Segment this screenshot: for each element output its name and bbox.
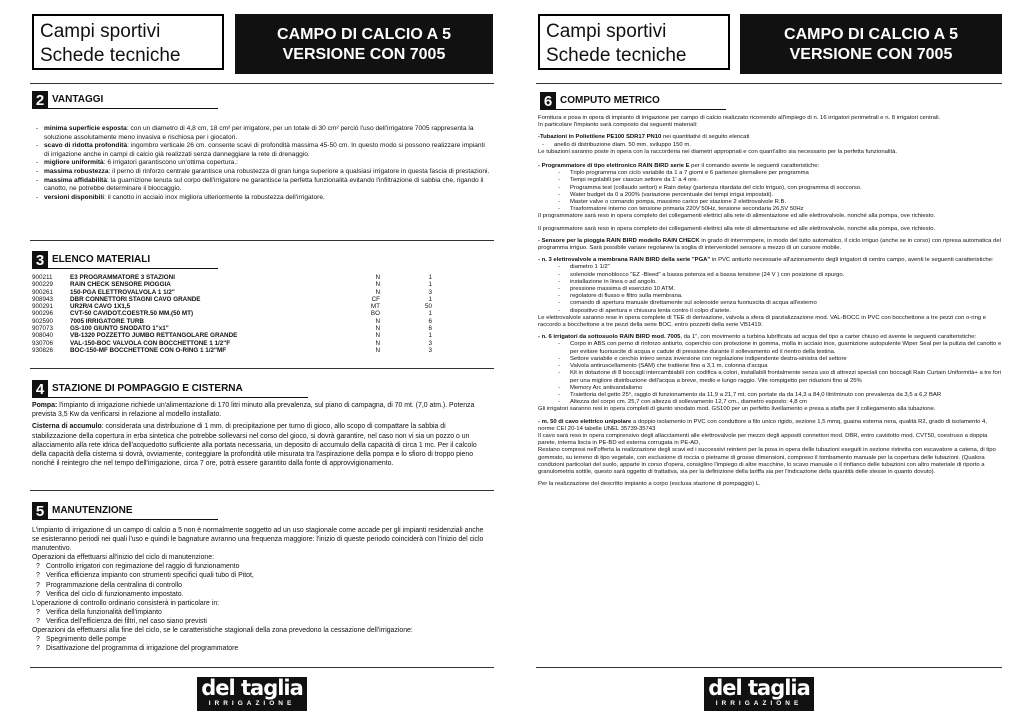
header-category-line2: Schede tecniche (546, 45, 687, 66)
list-item: - Corpo in ABS con perno di rinforzo antiurto, coperchio con protezione in gomma, molla in acciaio inox, guarnizione autopulente Wiper Seal per la pulizia del canotto e per evitare fuoriuscite di acqua e cadute di pressione durante il sollevamento ed il rientro della testina. (558, 341, 1002, 355)
elettrovalvole-paragraph: - n. 3 elettrovalvole a membrana RAIN BIRD della serie "PGA" in PVC antiurto necessarie all'azionamento degli irrigatori di centro campo, aventi le seguenti caratteristiche: (538, 257, 994, 264)
divider (536, 83, 1002, 84)
table-cell-desc: UR2R/4 CAVO 1X1,5 (70, 303, 131, 311)
table-cell-desc: E3 PROGRAMMATORE 3 STAZIONI (70, 274, 175, 281)
section-title: MANUTENZIONE (48, 502, 218, 520)
irrigatori-paragraph: - n. 6 irrigatori da sottosuolo RAIN BIRD mod. 7005, da 1", con movimento a turbina lubrificata ad acqua del tipo a carter chiuso ed avente le seguenti caratteristiche: (538, 334, 977, 341)
list-item: ? Verifica della funzionalità dell'impianto (36, 608, 490, 617)
table-cell-desc: VB-1320 POZZETTO JUMBO RETTANGOLARE GRANDE (70, 332, 238, 340)
table-row (32, 340, 432, 347)
divider (30, 667, 494, 668)
table-cell-desc: CVT-50 CAVIDOT.COESTR.50 MM.(50 MT) (70, 310, 194, 318)
right-page (512, 0, 1024, 724)
section-number: 6 (540, 92, 556, 110)
table-cell-unit: CF (371, 295, 380, 303)
list-item: - pressione massima di esercizio 10 ATM. (558, 286, 1002, 293)
list-item: - minima superficie esposta: con un diametro di 4,8 cm, 18 cm² per irrigatore, per un totale di 30 cm² perciò l'uso dell'irrigatore 7005 rappresenta la soluzione assolutamente meno invasiva e rischiosa per i giocatori. (34, 125, 490, 142)
list-item: - dispositivo di apertura e chiusura lenta contro il colpo d'ariete. (558, 308, 1002, 315)
table-cell-qty: 1 (428, 295, 432, 303)
section-header-pompaggio (32, 380, 308, 398)
manutenzione-text: L'impianto di irrigazione di un campo di calcio a 5 non è normalmente soggetto ad un uso stagionale come accade per gli impianti residenziali anche se esisteranno periodi nei quali l'uso e quindi le bagnature avranno una frequenza maggiore: l'inizio di queste periodo coinciderà con l'inizio del ciclo manutentivo. Operazioni da effettuarsi all'inizio del ciclo di manutenzione: ? Controllo irrigatori con regimazione del raggio di funzionamento ? Verifica efficienza impianto con strumenti specifici quali tubo di Pitot, ? Programmazione della centralina di controllo ? Verifica del ciclo di funzionamento impostato. L'operazione di controllo ordinario consisterà in particolare in: ? Verifica della funzionalità dell'impianto ? Verifica dell'efficienza dei filtri, nel caso siano previsti Operazioni da effettuarsi alla fine del ciclo, se le caratteristiche stagionali della zona prevedono la cessazione dell'irrigazione: ? Spegnimento delle pompe ? Disattivazione del programma di irrigazione del programmatore (32, 526, 490, 653)
table-cell-code: 900261 (32, 288, 54, 296)
table-cell-code: 908943 (32, 295, 54, 303)
list-item: ? Verifica dell'efficienza dei filtri, nel caso siano previsti (36, 617, 490, 626)
section-header-computo (540, 92, 726, 110)
list-item: - Master valve o comando pompa, massimo carico per stazione 2 elettrovalvole R.B. (558, 199, 1002, 206)
list-item: - diametro 1 1/2" (558, 264, 1002, 271)
computo-text: Fornitura e posa in opera di impianto di irrigazione per campo di calcio realizzato ricorrendo all'impiego di n. 16 irrigatori perimetrali e n. 8 irrigatori centrali. In particolare l'impianto sarà composto dai seguenti materiali: -Tubazioni in Polietilene PE100 SDR17 PN10 nei quantitativi di seguito elencati - anello di distribuzione diam. 50 mm. sviluppo 150 m. Le tubazioni saranno poste in opera con la raccorderia nei diametri appropriati e con quant'altro sia necessario per la perfetta funzionalità. - Programmatore di tipo elettronico RAIN BIRD serie E per il comando avente le seguenti caratteristiche: - Triplo programma con ciclo variabile da 1 a 7 giorni e 6 partenze giornaliere per programma - Tempi regolabili per ciascun settore da 1' a 4 ore. - Programma test (collaudo settori) e Rain delay (partenza ritardata del ciclo irriguo), con programma di soccorso. - Water budget da 0 a 200% (variazione percentuale dei tempi irrigui impostati). - Master valve o comando pompa, massimo carico per stazione 2 elettrovalvole R.B. - Trasformatore interno con tensione primaria 220V 50Hz, tensione secondaria 26,5V 50Hz Il programmatore sarà reso in opera completo dei collegamenti elettrici alla rete di alimentazione ed alle elettrovalvole, nonché alla pompa, ove richiesto. Il programmatore sarà reso in opera completo dei collegamenti elettrici alla rete di alimentazione ed alle elettrovalvole, nonché alla pompa, ove richiesto. - Sensore per la pioggia RAIN BIRD modello RAIN CHECK in grado di interrompere, in modo del tutto automatico, il ciclo irriguo (anche se in corso) con ripresa automatica del programma irriguo. Sarà possibile variare regolarew la soglia di interventodel sensore a mezzo di un cursore mobile. - n. 3 elettrovalvole a membrana RAIN BIRD della serie "PGA" in PVC antiurto necessarie all'azionamento degli irrigatori di centro campo, aventi le seguenti caratteristiche: - diametro 1 1/2" - solenoide monoblocco "EZ -Bleed" a bassa potenza ed a bassa tensione (24 V ) con posizione di spurgo. - installazione in linea o ad angolo. - pressione massima di esercizio 10 ATM. - regolatore di flusso e filtro sulla membrana. - comando di apertura manuale direttamente sul solenoide senza fuoriuscita di acqua all'esterno - dispositivo di apertura e chiusura lenta contro il colpo d'ariete. Le elettrovalvole saranno rese in opera complete di TEE di derivazione, valvola a sfera di parzializzazione mod. VAL-BOCC in PVC con bocchettone a tre pezzi con o-ring e raccordo a bocchettone a tre pezzi della serie BOC. entro pozzetti della serie VB1419. - n. 6 irrigatori da sottosuolo RAIN BIRD mod. 7005, da 1", con movimento a turbina lubrificata ad acqua del tipo a carter chiuso ed avente le seguenti caratteristiche: - Corpo in ABS con perno di rinforzo antiurto, coperchio con protezione in gomma, molla in acciaio inox, guarnizione autopulente Wiper Seal per la pulizia del canotto e per evitare fuoriuscite di acqua e cadute di pressione durante il sollevamento ed il rientro della testina. - Settore variabile e cerchio intero senza inversione con regolazione indipendente destra-sinistra del settore - Valvola antiruscellamento (SAM) che trattiene fino a 3,1 m. colonna d'acqua - Kit in dotazione di 8 boccagli intercambiabili con codifica a colori, installabili frontalmente senza uso di attrezzi speciali con boccagli Rain Curtain Uniformità+ a tre fori per una migliore distribuzione dell'acqua a breve, medio e lungo raggio. Vite rompigetto per riduzioni fino al 25% - Memory Arc antivandalismo - Traiettoria del getto 25°, raggio di funzionamento da 11,9 a 21,7 mt. con portate da da 14,3 a 84,0 litri/minuto con prevalenza da 3,5 a 6,2 BAR - Altezza del corpo cm. 25,7 con altezza di sollevamento 12,7 cm., diametro esposto: 4,8 cm Gli irrigatori saranno resi in opera completi di giunto snodato mod. GS100 per un perfetto livellamento e presa a staffa per il collegamento alla tubazione. - m. 50 di cavo elettrico unipolare a doppio isolamento in PVC con conduttore a filo unico rigido, sezione 1,5 mmq, guaina esterna nera, qualità R2, grado di isolamento 4, norme CEI 20-14 tabelle UNEL 35739-35743 Il cavo sarà reso in opera comprensivo degli allacciamenti alle elettrovalvole per mezzo degli appositi connettori mod. DBR, entro cavidotto mod. CVT50, coestruso a doppia parete, interna liscia in PE-BD ed esterna corrugata in PE-AD, Restano compresi nell'offerta la realizzazione degli scavi ed i successivi reinterri per la posa in opera delle tubazioni eseguiti in sezione ristretta con escavatore a catena, di tipo gommato, su terreno di tipo vegetale, con esclusione di roccia o pietrame di grosse dimensioni, compreso il tombamento manuale per la copertura delle tubazioni. (Qualora condizioni particolari del suolo, apparte in corso d'opera, consiglino l'impiego di altre macchine, lo scavo manuale o il rinfianco delle tubazioni con altro materiale di riporto a granulometria sottile, questo sarà oggetto di trattativa, sia per la definizione della tariffa sia per l'indicazione della quantità delle stesse in quanto dovuto). Per la realizzazione del descritto impianto a corpo (esclusa stazione di pompaggio) L. (538, 115, 1002, 488)
table-cell-unit: N (375, 274, 380, 281)
table-cell-qty: 3 (428, 346, 432, 354)
divider (30, 368, 494, 369)
divider (30, 83, 494, 84)
table-cell-qty: 1 (428, 281, 432, 289)
list-item: - Water budget da 0 a 200% (variazione percentuale dei tempi irrigui impostati). (558, 192, 1002, 199)
table-cell-unit: N (375, 281, 380, 289)
list-item: ? Verifica del ciclo di funzionamento impostato. (36, 590, 490, 599)
section-number: 3 (32, 251, 48, 269)
header-category-line1: Campi sportivi (546, 21, 667, 42)
table-cell-code: 900296 (32, 310, 54, 318)
table-cell-desc: VAL-150-BOC VALVOLA CON BOCCHETTONE 1 1/2"F (70, 339, 231, 347)
list-item: - Memory Arc antivandalismo (558, 385, 1002, 392)
list-item: ? Programmazione della centralina di controllo (36, 581, 490, 590)
list-item: - massima affidabilità: la guarnizione tenuta sul corpo dell'irrigatore ne garantisce la perfetta funzionalità evitando l'infiltrazione di sabbia che, rigando il canotto, ne potrebbe determinare il bloccaggio. (34, 177, 490, 194)
list-item: - Valvola antiruscellamento (SAM) che trattiene fino a 3,1 m. colonna d'acqua (558, 363, 1002, 370)
list-item: - Traiettoria del getto 25°, raggio di funzionamento da 11,9 a 21,7 mt. con portate da da 14,3 a 84,0 litri/minuto con prevalenza da 3,5 a 6,2 BAR (558, 392, 1002, 399)
table-cell-qty: 6 (428, 317, 432, 325)
section-header-manutenzione (32, 502, 218, 520)
list-item: - solenoide monoblocco "EZ -Bleed" a bassa potenza ed a bassa tensione (24 V ) con posizione di spurgo. (558, 272, 1002, 279)
cavo-paragraph: - m. 50 di cavo elettrico unipolare a doppio isolamento in PVC con conduttore a filo unico rigido, sezione 1,5 mmq, guaina esterna nera, qualità R2, grado di isolamento 4, norme CEI 20-14 tabelle UNEL 35739-35743 (538, 418, 987, 432)
divider (30, 490, 494, 491)
table-row (32, 318, 432, 325)
table-row (32, 289, 432, 296)
divider (536, 667, 1002, 668)
programmatore-paragraph: - Programmatore di tipo elettronico RAIN BIRD serie E per il comando avente le seguenti caratteristiche: (538, 163, 820, 170)
section-title: VANTAGGI (48, 91, 218, 109)
table-row (32, 325, 432, 332)
vantaggi-list (34, 125, 490, 202)
table-row (32, 332, 432, 339)
table-row (32, 303, 432, 310)
list-item: - Altezza del corpo cm. 25,7 con altezza di sollevamento 12,7 cm., diametro esposto: 4,8 cm (558, 399, 1002, 406)
table-row (32, 281, 432, 288)
table-cell-code: 930706 (32, 339, 54, 347)
list-item: - Trasformatore interno con tensione primaria 220V 50Hz, tensione secondaria 26,5V 50Hz (558, 206, 1002, 213)
sensore-paragraph: - Sensore per la pioggia RAIN BIRD modello RAIN CHECK in grado di interrompere, in modo del tutto automatico, il ciclo irriguo (anche se in corso) con ripresa automatica del programma irriguo. Sarà possibile variare regolarew la soglia di interventodel sensore a mezzo di un cursore mobile. (538, 237, 1001, 252)
table-cell-qty: 50 (424, 303, 432, 311)
list-item: - Kit in dotazione di 8 boccagli intercambiabili con codifica a colori, installabili frontalmente senza uso di attrezzi speciali con boccagli Rain Curtain Uniformità+ a tre fori per una migliore distribuzione dell'acqua a breve, medio e lungo raggio. Vite rompigetto per riduzioni fino al 25% (558, 370, 1002, 384)
table-cell-unit: BO (370, 310, 380, 318)
table-cell-code: 900291 (32, 303, 54, 311)
list-item: ? Verifica efficienza impianto con strumenti specifici quali tubo di Pitot, (36, 571, 490, 580)
list-item: - versioni disponibili: il canotto in acciaio inox migliora ulteriormente la robustezza dell'irrigatore. (34, 194, 490, 203)
table-cell-desc: 150-PGA ELETTROVALVOLA 1 1/2" (70, 288, 175, 296)
table-cell-qty: 3 (428, 288, 432, 296)
materials-table (32, 274, 432, 354)
table-cell-code: 908040 (32, 332, 54, 340)
table-cell-desc: GS-100 GIUNTO SNODATO 1"x1" (70, 325, 169, 333)
table-cell-unit: N (375, 317, 380, 325)
table-cell-code: 900229 (32, 281, 54, 289)
table-cell-desc: BOC-150-MF BOCCHETTONE CON O-RING 1 1/2"MF (70, 346, 227, 354)
section-title: COMPUTO METRICO (556, 92, 726, 110)
pompaggio-text (32, 401, 490, 468)
table-cell-qty: 6 (428, 325, 432, 333)
cisterna-paragraph: Cisterna di accumulo: considerata una distribuzione di 1 mm. di precipitazione per turno di gioco, allo scopo di compattare la sabbia di stabilizzazione della copertura in erba sintetica che potrebbe sollevarsi nel corso del gioco, si dovrà garantire, nel caso non vi sia un pozzo o un allacciamento alla rete idrica dell'acquedotto sufficiente alla portata necessaria, un deposito di accumulo della capacità di circa 1 mc. Per il calcolo della capacità della cisterna si dovrà, ovviamente, conteggiare la profondità utile misurata tra l'aspirazione della pompa e lo sfioro di troppo pieno nonché il reintegro che nel tempo dell'irrigazione, circa 7 ore, potrà essere garantito dalla fonte di approvvigionamento. (32, 423, 477, 468)
header-title-box (740, 14, 1002, 74)
table-row (32, 347, 432, 354)
section-number: 5 (32, 502, 48, 520)
table-cell-qty: 1 (428, 310, 432, 318)
table-cell-code: 902590 (32, 317, 54, 325)
header-title-box (235, 14, 493, 74)
table-cell-unit: N (375, 288, 380, 296)
deltaglia-logo: del taglia IRRIGAZIONE (197, 677, 307, 711)
list-item: - migliore uniformità: 6 irrigatori garantiscono un'ottima copertura.: (34, 159, 490, 168)
deltaglia-logo: del taglia IRRIGAZIONE (704, 677, 814, 711)
table-cell-desc: RAIN CHECK SENSORE PIOGGIA (70, 281, 171, 289)
table-cell-code: 930826 (32, 346, 54, 354)
header-category-line2: Schede tecniche (40, 45, 181, 66)
table-cell-unit: MT (370, 303, 380, 311)
section-title: ELENCO MATERIALI (48, 251, 218, 269)
list-item: ? Controllo irrigatori con regimazione del raggio di funzionamento (36, 562, 490, 571)
divider (30, 240, 494, 241)
table-cell-unit: N (375, 332, 380, 340)
table-row (32, 310, 432, 317)
list-item: - Settore variabile e cerchio intero senza inversione con regolazione indipendente destra-sinistra del settore (558, 356, 1002, 363)
section-header-vantaggi (32, 91, 218, 109)
header-category-box (32, 14, 224, 70)
table-cell-qty: 3 (428, 339, 432, 347)
table-cell-unit: N (375, 325, 380, 333)
section-title: STAZIONE DI POMPAGGIO E CISTERNA (48, 380, 308, 398)
header-title-line1: CAMPO DI CALCIO A 5 (784, 26, 958, 43)
section-header-materiali (32, 251, 218, 269)
table-cell-desc: 7005 IRRIGATORE TURB (70, 317, 144, 325)
list-item: - Triplo programma con ciclo variabile da 1 a 7 giorni e 6 partenze giornaliere per programma (558, 170, 1002, 177)
table-cell-qty: 1 (428, 274, 432, 281)
list-item: - massima robustezza: il perno di rinforzo centrale garantisce una robustezza di gran lunga superiore a qualsiasi irrigatore in questa fascia di prestazioni. (34, 168, 490, 177)
list-item: - scavo di ridotta profondità: ingombro verticale 26 cm. consente scavi di profondità massima 45-50 cm. In questo modo si possono realizzare impianti di irrigazione anche in campi di calcio già realizzati senza danneggiare la rete di drenaggio. (34, 142, 490, 159)
list-item: ? Disattivazione del programma di irrigazione del programmatore (36, 644, 490, 653)
section-number: 2 (32, 91, 48, 109)
table-cell-code: 907073 (32, 325, 54, 333)
section-number: 4 (32, 380, 48, 398)
header-category-box (538, 14, 730, 70)
table-row (32, 296, 432, 303)
table-cell-unit: N (375, 346, 380, 354)
table-row (32, 274, 432, 281)
table-cell-qty: 1 (428, 332, 432, 340)
list-item: - comando di apertura manuale direttamente sul solenoide senza fuoriuscita di acqua all'esterno (558, 300, 1002, 307)
list-item: - Programma test (collaudo settori) e Rain delay (partenza ritardata del ciclo irriguo), con programma di soccorso. (558, 185, 1002, 192)
list-item: ? Spegnimento delle pompe (36, 635, 490, 644)
header-category-line1: Campi sportivi (40, 21, 161, 42)
list-item: - Tempi regolabili per ciascun settore da 1' a 4 ore. (558, 177, 1002, 184)
header-title-line1: CAMPO DI CALCIO A 5 (277, 26, 451, 43)
table-cell-desc: DBR CONNETTORI STAGNI CAVO GRANDE (70, 295, 201, 303)
pompa-paragraph: Pompa: l'impianto di irrigazione richiede un'alimentazione di 170 litri minuto alla prevalenza, sul piano di campagna, di 70 mt. (7,0 atm.). Potenza prevista 3,5 Kw da verificarsi in relazione al modello installato. (32, 402, 475, 419)
list-item: - installazione in linea o ad angolo. (558, 279, 1002, 286)
header-title-line2: VERSIONE CON 7005 (789, 46, 953, 63)
tubazioni-paragraph: -Tubazioni in Polietilene PE100 SDR17 PN10 nei quantitativi di seguito elencati (538, 134, 750, 141)
list-item: - regolatore di flusso e filtro sulla membrana. (558, 293, 1002, 300)
table-cell-unit: N (375, 339, 380, 347)
header-title-line2: VERSIONE CON 7005 (282, 46, 446, 63)
table-cell-code: 900211 (32, 274, 53, 281)
